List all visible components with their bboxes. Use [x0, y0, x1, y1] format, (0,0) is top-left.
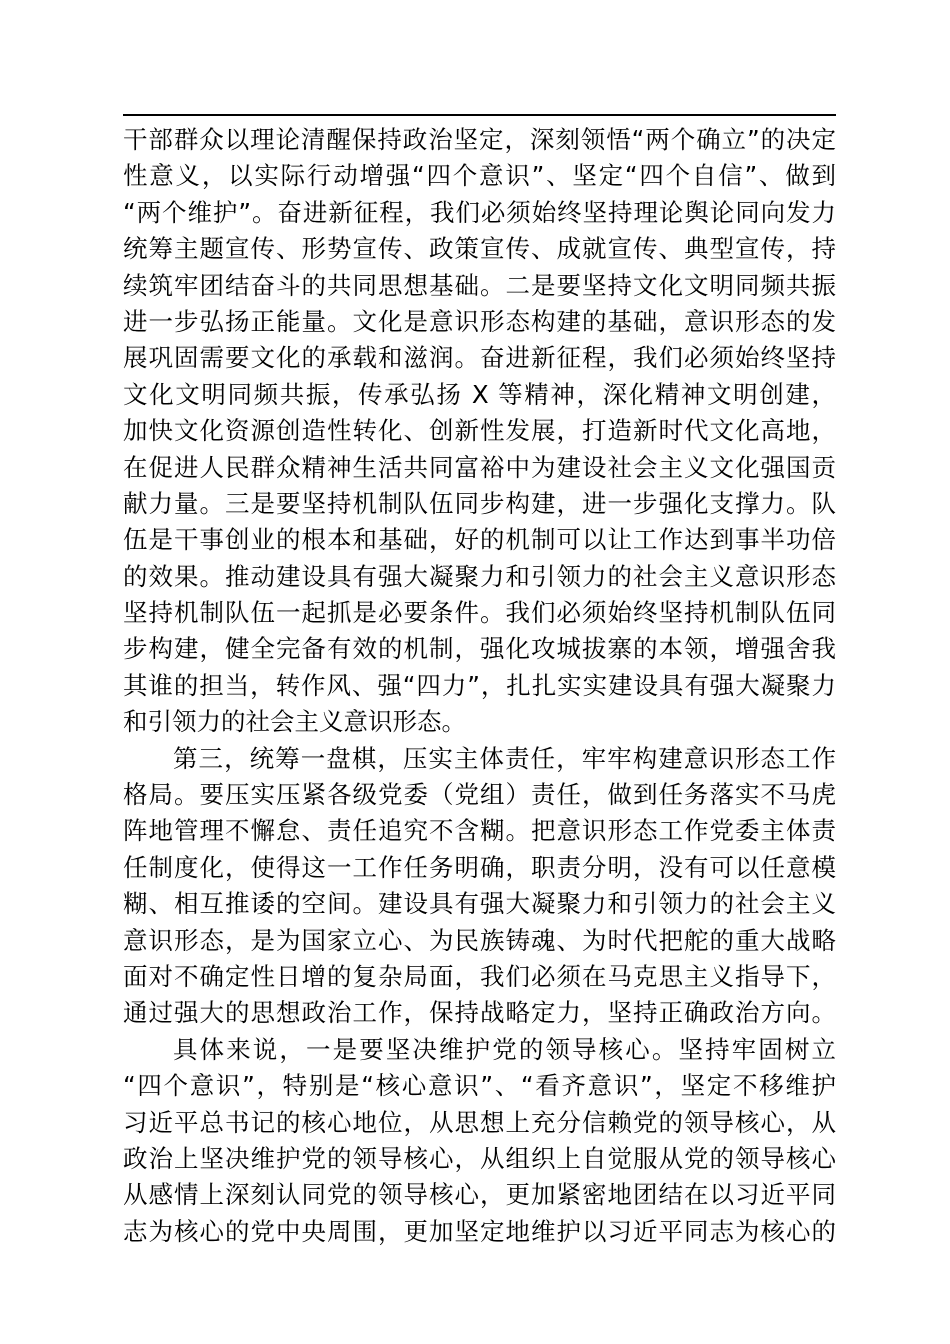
paragraph-first-line: 具体来说，一是要坚决维护党的领导核心。坚持牢固树立 — [173, 1034, 836, 1064]
text-line: 展巩固需要文化的承载和滋润。奋进新征程，我们必须始终坚持 — [123, 343, 836, 373]
text-line: 的效果。推动建设具有强大凝聚力和引领力的社会主义意识形态 — [123, 561, 836, 591]
header-rule — [123, 114, 836, 116]
text-line: 任制度化，使得这一工作任务明确，职责分明，没有可以任意模 — [123, 852, 836, 882]
text-line: 献力量。三是要坚持机制队伍同步构建，进一步强化支撑力。队 — [123, 488, 836, 518]
paragraph-end-line: 通过强大的思想政治工作，保持战略定力，坚持正确政治方向。 — [123, 998, 836, 1028]
body-text — [123, 122, 836, 1250]
text-line: 加快文化资源创造性转化、创新性发展，打造新时代文化高地， — [123, 416, 836, 446]
text-line: 统筹主题宣传、形势宣传、政策宣传、成就宣传、典型宣传，持 — [123, 234, 836, 264]
text-line: 续筑牢团结奋斗的共同思想基础。二是要坚持文化文明同频共振 — [123, 270, 836, 300]
text-line: 志为核心的党中央周围，更加坚定地维护以习近平同志为核心的 — [123, 1216, 836, 1246]
text-line: 意识形态，是为国家立心、为民族铸魂、为时代把舵的重大战略 — [123, 925, 836, 955]
text-line: 从感情上深刻认同党的领导核心，更加紧密地团结在以习近平同 — [123, 1180, 836, 1210]
text-line: 在促进人民群众精神生活共同富裕中为建设社会主义文化强国贡 — [123, 452, 836, 482]
text-line: 干部群众以理论清醒保持政治坚定，深刻领悟“两个确立”的决定 — [123, 125, 836, 154]
text-line: 性意义，以实际行动增强“四个意识”、坚定“四个自信”、做到 — [123, 161, 836, 191]
text-line: 步构建，健全完备有效的机制，强化攻城拔寨的本领，增强舍我 — [123, 634, 836, 664]
text-line: 进一步弘扬正能量。文化是意识形态构建的基础，意识形态的发 — [123, 306, 836, 336]
paragraph-first-line: 第三，统筹一盘棋，压实主体责任，牢牢构建意识形态工作 — [173, 743, 836, 773]
text-line: 文化文明同频共振，传承弘扬 X 等精神，深化精神文明创建， — [123, 379, 836, 409]
text-line: 伍是干事创业的根本和基础，好的机制可以让工作达到事半功倍 — [123, 525, 836, 555]
text-line: 其谁的担当，转作风、强“四力”，扎扎实实建设具有强大凝聚力 — [123, 670, 836, 700]
text-line: “两个维护”。奋进新征程，我们必须始终坚持理论舆论同向发力 — [123, 197, 836, 227]
text-line: 格局。要压实压紧各级党委（党组）责任，做到任务落实不马虎 — [123, 780, 836, 810]
text-line: 坚持机制队伍一起抓是必要条件。我们必须始终坚持机制队伍同 — [123, 598, 836, 628]
paragraph-end-line: 和引领力的社会主义意识形态。 — [123, 707, 466, 737]
text-line: 糊、相互推诿的空间。建设具有强大凝聚力和引领力的社会主义 — [123, 889, 836, 919]
text-line: 习近平总书记的核心地位，从思想上充分信赖党的领导核心，从 — [123, 1107, 836, 1137]
text-line: 政治上坚决维护党的领导核心，从组织上自觉服从党的领导核心 — [123, 1143, 836, 1173]
text-line: 阵地管理不懈怠、责任追究不含糊。把意识形态工作党委主体责 — [123, 816, 836, 846]
text-line: “四个意识”，特别是“核心意识”、“看齐意识”，坚定不移维护 — [123, 1071, 836, 1101]
text-line: 面对不确定性日增的复杂局面，我们必须在马克思主义指导下， — [123, 961, 836, 991]
